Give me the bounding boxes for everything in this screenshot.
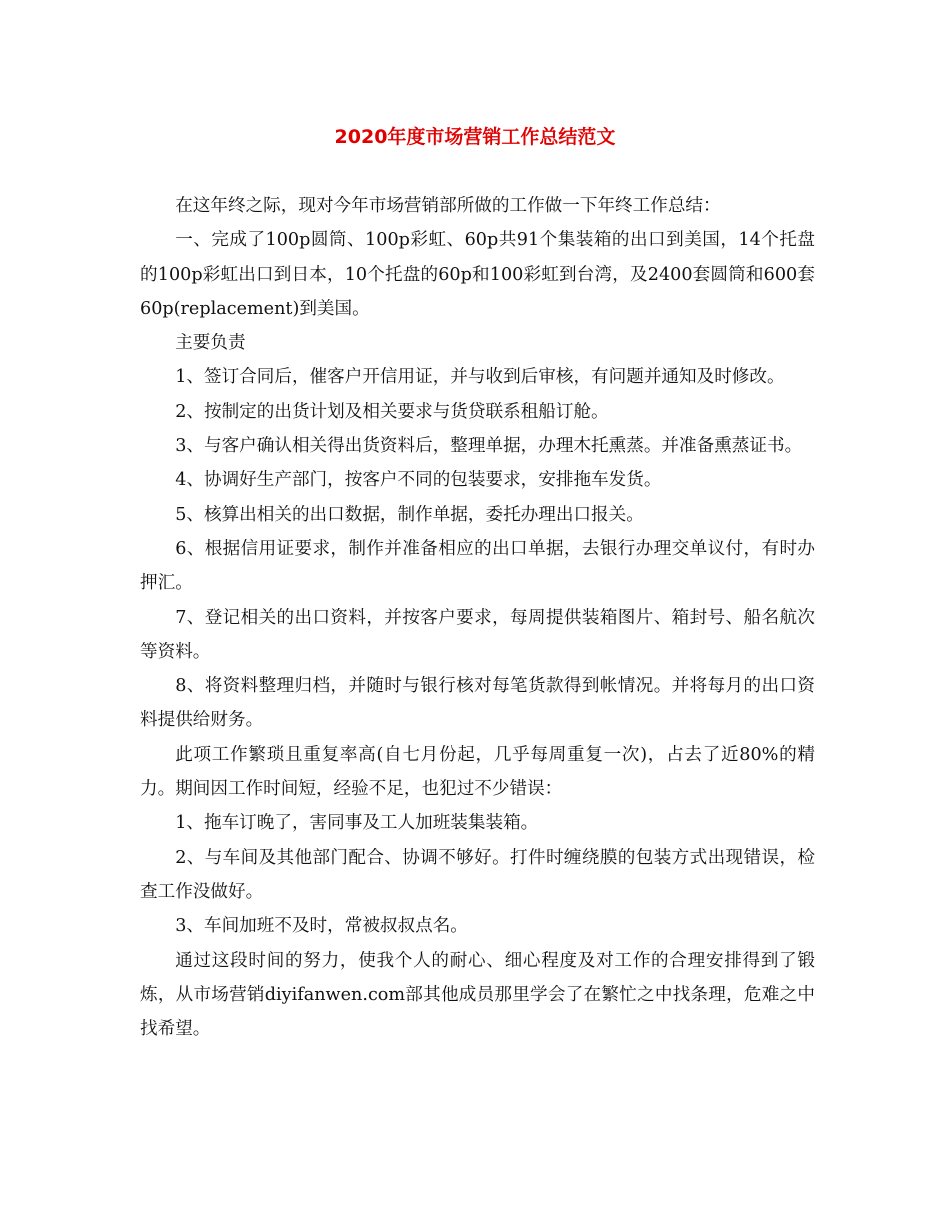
paragraph: 主要负责 [175, 333, 246, 354]
paragraph: 在这年终之际，现对今年市场营销部所做的工作做一下年终工作总结： [175, 196, 721, 216]
paragraph: 1、拖车订晚了，害同事及工人加班装集装箱。 [175, 813, 539, 834]
paragraph: 1、签订合同后，催客户开信用证，并与收到后审核，有问题并通知及时修改。 [175, 367, 785, 388]
paragraph: 一、完成了100p圆筒、100p彩虹、60p共91个集装箱的出口到美国，14个托盘的100p彩虹出口到日本，10个托盘的60p和100彩虹到台湾，及2400套圆筒和600套60p(replacement)到美国。 [140, 230, 815, 319]
paragraph: 5、核算出相关的出口数据，制作单据，委托办理出口报关。 [175, 504, 644, 525]
paragraph: 3、车间加班不及时，常被叔叔点名。 [175, 916, 468, 937]
paragraph: 2、按制定的出货计划及相关要求与货贷联系租船订舱。 [175, 401, 609, 422]
paragraph: 4、协调好生产部门，按客户不同的包装要求，安排拖车发货。 [175, 470, 662, 491]
paragraph: 7、登记相关的出口资料，并按客户要求，每周提供装箱图片、箱封号、船名航次等资料。 [140, 607, 815, 662]
paragraph: 6、根据信用证要求，制作并准备相应的出口单据，去银行办理交单议付，有时办押汇。 [140, 538, 815, 594]
paragraph: 2、与车间及其他部门配合、协调不够好。打件时缠绕膜的包装方式出现错误，检查工作没做好。 [140, 847, 815, 902]
paragraph: 8、将资料整理归档，并随时与银行核对每笔货款得到帐情况。并将每月的出口资料提供给财务。 [140, 676, 815, 731]
document-body [140, 189, 815, 1046]
paragraph: 3、与客户确认相关得出货资料后，整理单据，办理木托熏蒸。并准备熏蒸证书。 [175, 436, 803, 457]
paragraph: 此项工作繁琐且重复率高(自七月份起，几乎每周重复一次)，占去了近80%的精力。期间因工作时间短，经验不足，也犯过不少错误： [140, 744, 815, 800]
document-title: 2020年度市场营销工作总结范文 [334, 126, 616, 148]
paragraph: 通过这段时间的努力，使我个人的耐心、细心程度及对工作的合理安排得到了锻炼，从市场营销diyifanwen.com部其他成员那里学会了在繁忙之中找条理，危难之中找希望。 [140, 950, 815, 1040]
